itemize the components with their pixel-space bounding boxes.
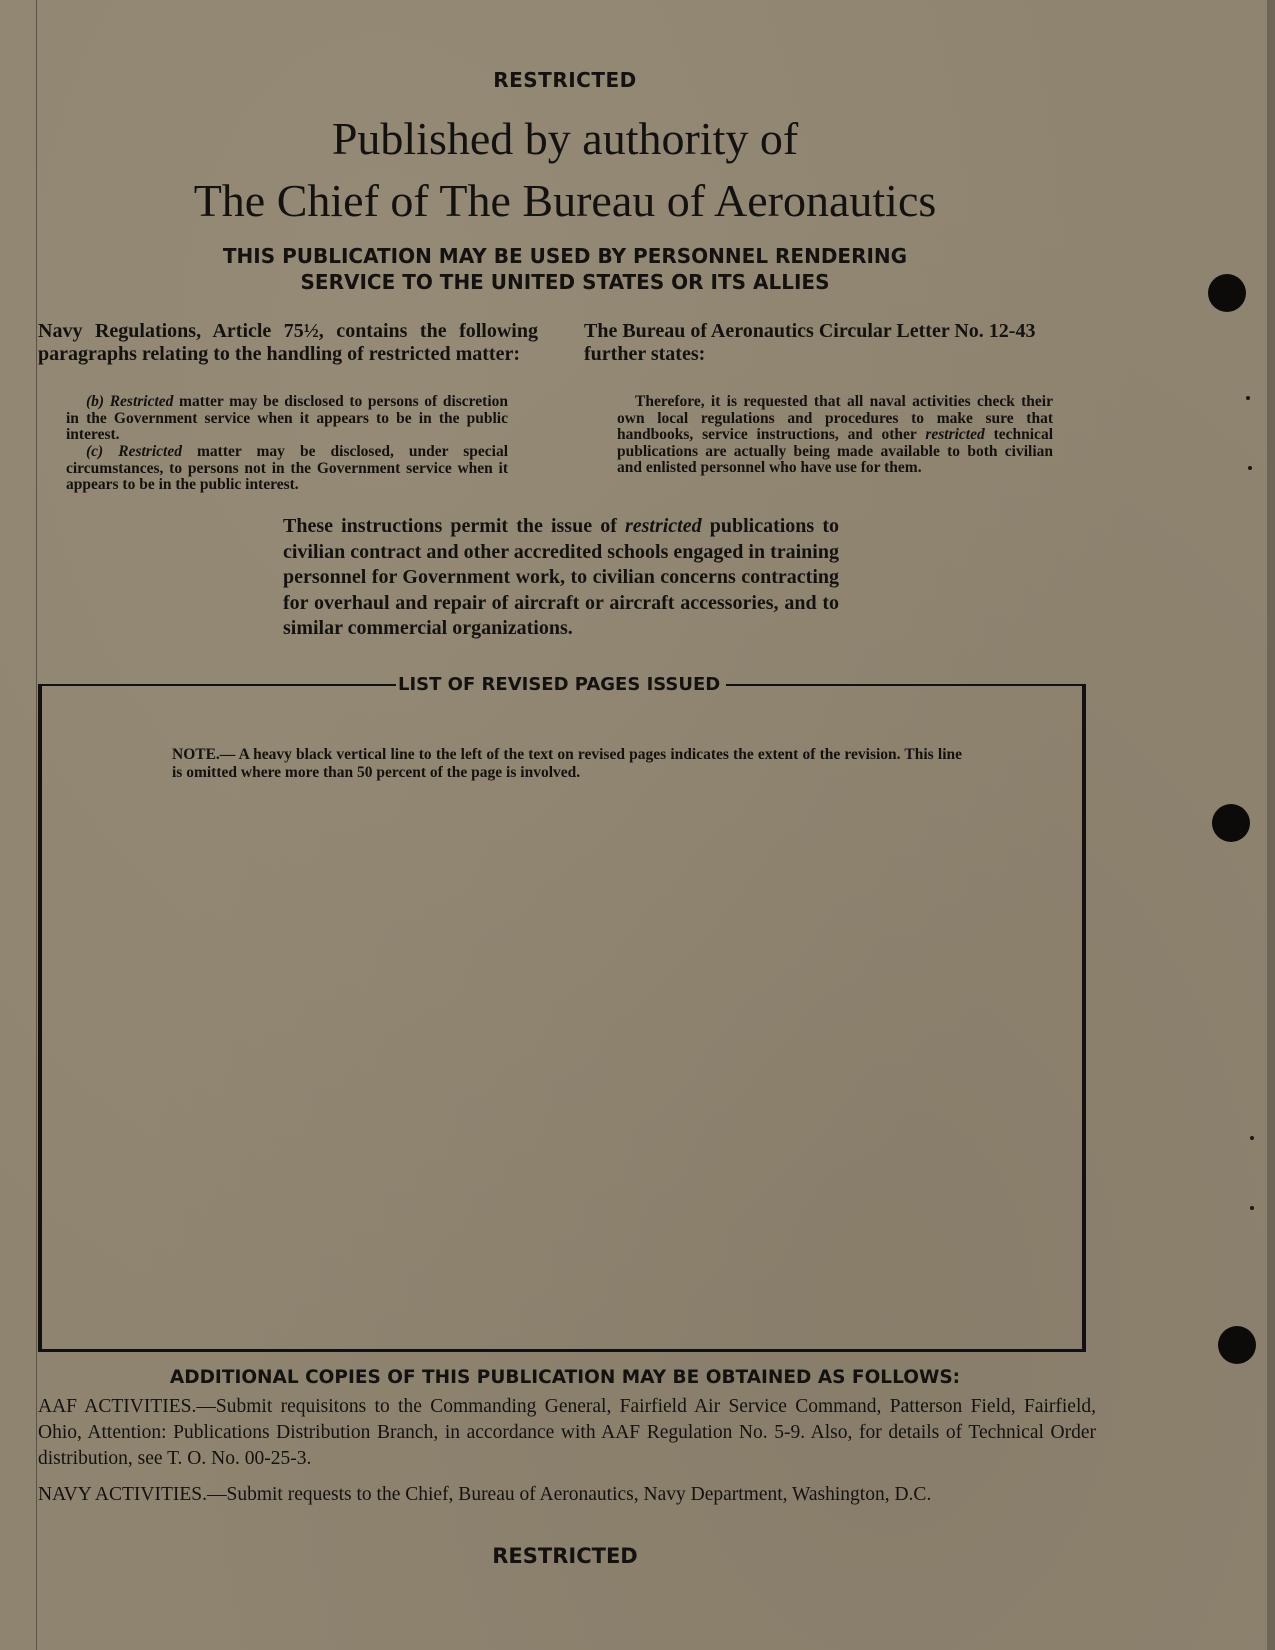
instructions-text-before: These instructions permit the issue of [283,515,617,537]
additional-copies-heading: ADDITIONAL COPIES OF THIS PUBLICATION MAY BE OBTAINED AS FOLLOWS: [169,1367,961,1388]
paragraph-c-label: (c) [86,443,104,460]
circular-letter-italic: restricted [925,426,985,443]
navy-regulations-intro-text: Navy Regulations, Article 75½, contains the following paragraphs relating to the handling of restricted matter: [38,320,538,365]
paragraph-b-label: (b) [86,393,105,410]
page-title-line2: The Chief of The Bureau of Aeronautics [193,175,937,226]
navy-regulations-intro [38,320,538,366]
page-title-line1: Published by authority of [331,113,799,164]
punch-dot [1246,396,1250,400]
paragraph-c-italic: Restricted [118,443,182,460]
instructions-text-after: publications to civilian contract and other accredited schools engaged in training personnel for Government work, to civilian concerns contracting for overhaul and repair of aircraft or aircraft accessories, and to similar commercial organizations. [283,515,839,639]
paragraph-c-text: matter may be disclosed, under special circumstances, to persons not in the Government service when it appears to be in the public interest. [66,443,509,493]
instructions-italic: restricted [624,515,702,537]
binder-hole-bottom [1218,1326,1256,1364]
circular-letter-intro-text: The Bureau of Aeronautics Circular Letter No. 12-43 further states: [584,320,1036,365]
revised-pages-box [38,684,1086,1352]
page-right-edge [1267,0,1275,1650]
circular-letter-intro [584,320,1084,366]
punch-dot [1248,466,1252,470]
navy-activities-paragraph: NAVY ACTIVITIES.—Submit requests to the Chief, Bureau of Aeronautics, Navy Department, Washington, D.C. [38,1484,932,1505]
usage-notice-line1: THIS PUBLICATION MAY BE USED BY PERSONNEL RENDERING [222,244,908,268]
circular-letter-text-before: Therefore, it is requested that all naval activities check their own local regulations and procedures to make sure that handbooks, service instructions, and other [617,393,1053,443]
paragraph-b-text: matter may be disclosed to persons of discretion in the Government service when it appears to be in the public interest. [66,393,508,443]
punch-dot [1250,1206,1254,1210]
classification-bottom: RESTRICTED [492,1544,638,1568]
paragraph-b [66,394,508,444]
paragraph-b-italic: Restricted [109,393,174,410]
punch-dot [1250,1136,1254,1140]
aaf-activities-paragraph: AAF ACTIVITIES.—Submit requisitons to the Commanding General, Fairfield Air Service Command, Patterson Field, Fairfield, Ohio, Attention: Publications Distribution Branch, in accordance with AAF Regulation No. 5-9. Also, for details of Technical Order distribution, see T. O. No. 00-25-3. [38,1396,1096,1469]
classification-top: RESTRICTED [493,68,637,92]
binder-hole-top [1208,274,1246,312]
circular-letter-text-after: technical publications are actually being made available to both civilian and enlisted personnel who have use for them. [617,426,1053,476]
binder-hole-middle [1212,804,1250,842]
circular-letter-paragraph [617,394,1053,477]
revision-note: NOTE.— A heavy black vertical line to the left of the text on revised pages indicates the extent of the revision. This line is omitted where more than 50 percent of the page is involved. [172,746,962,781]
revised-pages-heading: LIST OF REVISED PAGES ISSUED [398,674,721,695]
paragraph-c [66,444,508,494]
usage-notice-line2: SERVICE TO THE UNITED STATES OR ITS ALLIES [300,270,830,294]
instructions-paragraph [283,514,839,642]
